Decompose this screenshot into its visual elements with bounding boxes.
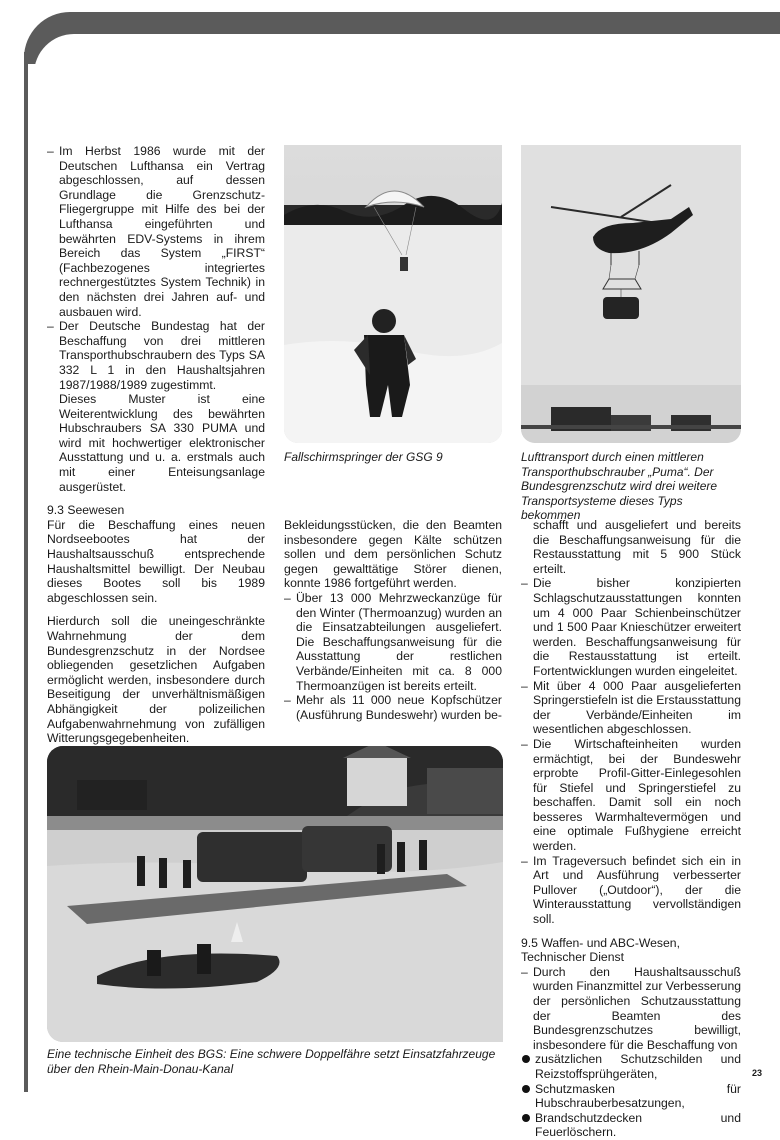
list-9-5 xyxy=(521,965,741,1053)
bullet-item: Brandschutzdecken und Feuerlöschern. xyxy=(521,1111,741,1140)
caption-parachute: Fallschirmspringer der GSG 9 xyxy=(284,450,443,464)
column-left xyxy=(47,144,265,828)
list-item: – Über 13 000 Mehrzweckanzüge für den Winter (Thermoanzug) wurden an die Einsatzabteilungen ausgeliefert. Die Beschaffungsanweisung für die Ausstattung der restlichen Verbände/Einheiten mit ca. 8 000 Thermoanzügen ist bereits erteilt. xyxy=(284,591,502,693)
parachute-image xyxy=(284,145,502,443)
section-heading-9-5-line1: 9.5 Waffen- und ABC-Wesen, xyxy=(521,935,680,950)
ferry-image xyxy=(47,746,503,1042)
list-left-1 xyxy=(47,144,265,494)
list-item: – Im Herbst 1986 wurde mit der Deutschen Lufthansa ein Vertrag abgeschlossen, auf dessen Grundlage die Grenzschutz-Fliegergruppe mit Hilfe des bei der Lufthansa eingeführten und bewährten EDV-Systems in ihrem Bereich das System „FIRST“ (Fachbezogenes integriertes rechnergestütztes System Technik) in den nächsten drei Jahren auf- und ausbauen wird. xyxy=(47,144,265,319)
paragraph: Für die Beschaffung eines neuen Nordseebootes hat der Haushaltsausschuß entsprechende Haushaltsmittel bewilligt. Der Neubau dieses Bootes soll bis 1989 abgeschlossen sein. xyxy=(47,517,265,605)
list-item: – Im Trageversuch befindet sich ein in Art und Ausführung verbesserter Pullover („Outdoor“), der die Winterausstattung vervollständigen soll. xyxy=(521,854,741,927)
helicopter-image xyxy=(521,145,741,443)
photo-parachutist xyxy=(284,145,502,443)
column-middle xyxy=(284,518,502,722)
caption-ferry: Eine technische Einheit des BGS: Eine schwere Doppelfähre setzt Einsatzfahrzeuge über den Rhein-Main-Donau-Kanal xyxy=(47,1047,496,1076)
paragraph: Hierdurch soll die uneingeschränkte Wahrnehmung der dem Bundesgrenzschutz in der Nordsee obliegenden gesetzlichen Aufgaben ermöglicht werden, insbesondere durch Beseitigung der unverhältnismäßigen Abhängigkeit der polizeilichen Aufgabenwahrnehmung von zufälligen Witterungsgegebenheiten. xyxy=(47,614,265,746)
column-right xyxy=(521,518,741,1140)
section-heading-9-5-line2: Technischer Dienst xyxy=(521,950,624,965)
page-number: 23 xyxy=(751,1068,762,1078)
section-heading-9-3: 9.3 Seewesen xyxy=(47,503,125,518)
photo-helicopter xyxy=(521,145,741,443)
list-item: – Der Deutsche Bundestag hat der Beschaffung von drei mittleren Transporthubschraubern des Typs SA 332 L 1 in den Haushaltsjahren 1987/1988/1989 zugestimmt. xyxy=(47,319,265,392)
bullet-item: zusätzlichen Schutzschilden und Reizstoffsprühgeräten, xyxy=(521,1052,741,1081)
list-item-continuation: Dieses Muster ist eine Weiterentwicklung des bewährten Hubschraubers SA 330 PUMA und wird mit hochwertiger elektronischer Ausstattung und u. a. erstmals auch mit einer Enteisungsanlage ausgerüstet. xyxy=(59,392,265,494)
list-item: – Die Wirtschafteinheiten wurden ermächtigt, bei der Bundeswehr erprobte Profil-Gitter-Einlegesohlen für Stiefel und Springerstiefel zu beschaffen. Damit soll ein noch besseres Warmhaltevermögen und eine optimale Fußhygiene erreicht werden. xyxy=(521,737,741,854)
photo-ferry xyxy=(47,746,503,1042)
list-item: – Mit über 4 000 Paar ausgelieferten Springerstiefeln ist die Erstausstattung der Verbände/Einheiten im wesentlichen abgeschlossen. xyxy=(521,679,741,737)
list-item: – Die bisher konzipierten Schlagschutzausstattungen konnten um 4 000 Paar Schienbeinschützer und 1 500 Paar Knieschützer erweitert werden. Beschaffungsanweisung für die Restausstattung ist erteilt. Fortentwicklungen wurden eingeleitet. xyxy=(521,576,741,678)
caption-helicopter: Lufttransport durch einen mittleren Transporthubschrauber „Puma“. Der Bundesgrenzschutz wird drei weitere Transportsysteme dieses Typs bekommen xyxy=(521,450,718,522)
list-right xyxy=(521,576,741,926)
bullet-list xyxy=(521,1052,741,1140)
list-item: – Durch den Haushaltsausschuß wurden Finanzmittel zur Verbesserung der persönlichen Schutzausstattung der Beamten des Bundesgrenzschutzes bewilligt, insbesondere für die Beschaffung von xyxy=(521,965,741,1053)
paragraph-continuation: schafft und ausgeliefert und bereits die Beschaffungsanweisung für die Restausstattung mit 5 900 Stück erteilt. xyxy=(533,518,741,576)
frame-left-border xyxy=(24,52,28,1092)
list-middle xyxy=(284,591,502,722)
list-item: – Mehr als 11 000 neue Kopfschützer (Ausführung Bundeswehr) wurden be- xyxy=(284,693,502,722)
bullet-item: Schutzmasken für Hubschrauberbesatzungen, xyxy=(521,1082,741,1111)
paragraph: Bekleidungsstücken, die den Beamten insbesondere gegen Kälte schützen sollen und dem persönlichen Schutz gegen gewalttätige Störer dienen, konnte 1986 fortgeführt werden. xyxy=(284,518,502,591)
